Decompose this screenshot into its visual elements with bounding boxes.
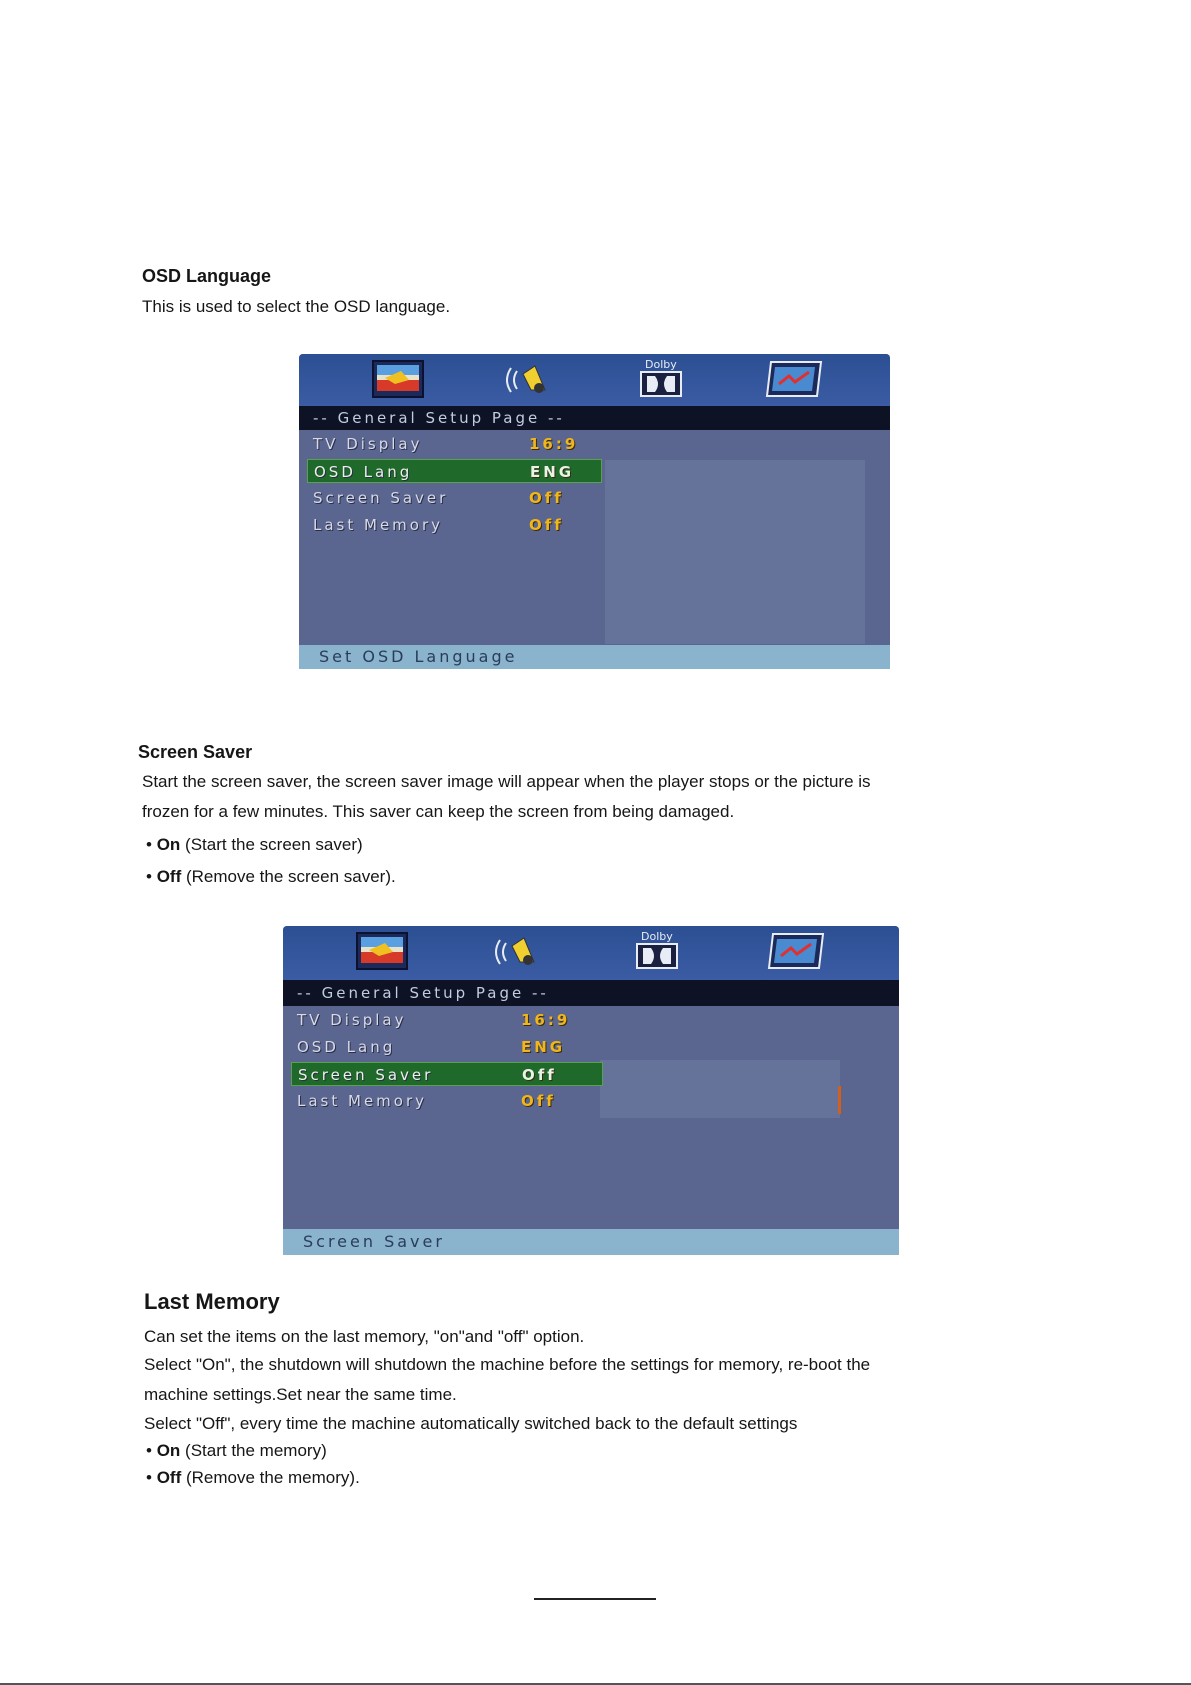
screen-saver-para-line2: frozen for a few minutes. This saver can keep the screen from being damaged. (142, 802, 735, 821)
picture-setup-icon (355, 930, 411, 974)
bullet-term: On (156, 1441, 181, 1460)
bullet-text: (Remove the memory). (185, 1468, 360, 1487)
osd-row-label: Screen Saver (298, 1066, 434, 1084)
screen-saver-para-line1: Start the screen saver, the screen saver image will appear when the player stops or the picture is (142, 772, 871, 791)
osd-row-label: OSD Lang (297, 1038, 396, 1056)
bullet-term: Off (156, 867, 182, 886)
osd-row-screen-saver[interactable] (299, 486, 602, 510)
bullet-dot: • (146, 835, 157, 854)
osd-row-last-memory[interactable] (283, 1089, 603, 1113)
section-heading-screen-saver: Screen Saver (138, 742, 253, 762)
osd-page-title: -- General Setup Page -- (299, 406, 890, 430)
osd-row-value: Off (529, 489, 564, 507)
last-memory-line4: Select "Off", every time the machine automatically switched back to the default settings (144, 1414, 798, 1433)
bullet-term: Off (156, 1468, 182, 1487)
osd-row-last-memory[interactable] (299, 513, 602, 537)
last-memory-line1: Can set the items on the last memory, "on"and "off" option. (144, 1327, 585, 1346)
dolby-label: Dolby (641, 930, 673, 943)
osd-row-osd-lang-selected[interactable] (307, 459, 602, 483)
osd-info-panel (600, 1060, 840, 1118)
osd-row-value: Off (529, 516, 564, 534)
osd-row-screen-saver-selected[interactable] (291, 1062, 603, 1086)
osd-row-value: 16:9 (521, 1011, 571, 1029)
scroll-marker (838, 1086, 841, 1114)
osd-row-value: ENG (530, 463, 575, 481)
footer-rule (534, 1598, 656, 1600)
bullet-dot: • (146, 867, 157, 886)
speaker-icon (499, 360, 553, 400)
osd-language-description: This is used to select the OSD language. (142, 297, 451, 316)
section-heading-last-memory: Last Memory (144, 1289, 280, 1314)
osd-row-osd-lang[interactable] (283, 1035, 603, 1059)
screen-saver-bullet-on (146, 830, 363, 859)
osd-row-value: Off (521, 1092, 556, 1110)
last-memory-bullet-on (146, 1436, 327, 1465)
bullet-text: (Start the memory) (185, 1441, 327, 1460)
osd-status-bar: Set OSD Language (299, 645, 890, 669)
osd-row-label: Last Memory (297, 1092, 428, 1110)
preference-icon (767, 930, 827, 972)
osd-row-label: TV Display (297, 1011, 407, 1029)
osd-row-tv-display[interactable] (283, 1008, 603, 1032)
bullet-text: (Start the screen saver) (185, 835, 363, 854)
screen-saver-bullet-off (146, 862, 396, 891)
osd-row-label: OSD Lang (314, 463, 413, 481)
osd-row-value: Off (522, 1066, 557, 1084)
last-memory-bullet-off (146, 1463, 360, 1492)
osd-row-value: 16:9 (529, 435, 579, 453)
osd-page-title: -- General Setup Page -- (283, 980, 899, 1006)
dolby-icon (635, 356, 689, 402)
section-heading-osd-language: OSD Language (142, 266, 272, 286)
picture-setup-icon (371, 358, 427, 402)
last-memory-line3: machine settings.Set near the same time. (144, 1385, 457, 1404)
osd-row-label: Last Memory (313, 516, 444, 534)
preference-icon (765, 358, 825, 400)
osd-row-value: ENG (521, 1038, 566, 1056)
last-memory-line2: Select "On", the shutdown will shutdown the machine before the settings for memory, re-boot the (144, 1355, 871, 1374)
bullet-term: On (156, 835, 181, 854)
osd-screenshot-general-setup-2 (283, 926, 899, 1255)
bullet-dot: • (146, 1468, 157, 1487)
bullet-text: (Remove the screen saver). (185, 867, 396, 886)
dolby-icon (631, 928, 685, 974)
osd-row-label: Screen Saver (313, 489, 449, 507)
bullet-dot: • (146, 1441, 157, 1460)
dolby-label: Dolby (645, 358, 677, 371)
speaker-icon (488, 932, 542, 972)
osd-row-label: TV Display (313, 435, 423, 453)
osd-screenshot-general-setup-1 (299, 354, 890, 669)
osd-status-bar: Screen Saver (283, 1229, 899, 1255)
osd-row-tv-display[interactable] (299, 432, 602, 456)
osd-info-panel (605, 460, 865, 644)
